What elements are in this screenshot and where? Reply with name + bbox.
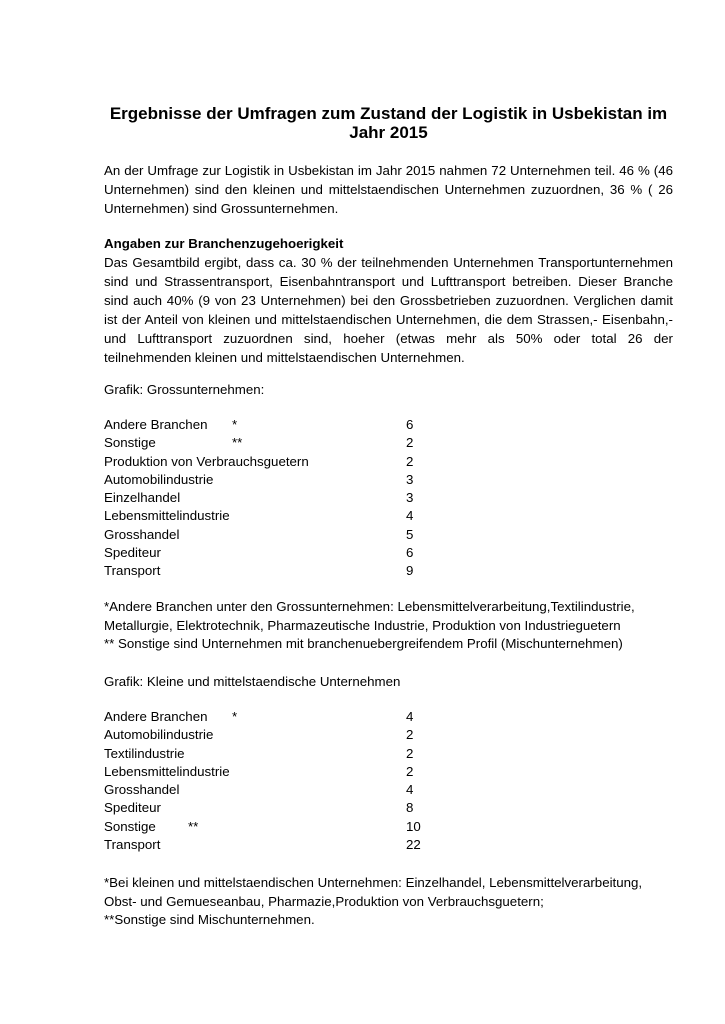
row-label: Transport — [104, 563, 161, 579]
row-value: 2 — [406, 763, 414, 779]
footnote-line: ** Sonstige sind Unternehmen mit branchenuebergreifendem Profil (Mischunternehmen) — [104, 636, 623, 651]
row-label: Spediteur — [104, 545, 161, 561]
footnote-marker: ** — [232, 435, 243, 451]
table-row — [104, 507, 424, 525]
table-row — [104, 708, 424, 726]
table-row — [104, 745, 424, 763]
row-value: 4 — [406, 508, 414, 524]
footnote-marker: * — [232, 709, 238, 724]
row-label: Produktion von Verbrauchsguetern — [104, 453, 309, 469]
large-companies-notes — [104, 598, 673, 654]
sme-companies-notes — [104, 874, 673, 930]
table-row — [104, 763, 424, 781]
large-companies-table — [104, 416, 424, 581]
footnote-line: *Bei kleinen und mittelstaendischen Unternehmen: Einzelhandel, Lebensmittelverarbeitung, — [104, 875, 643, 890]
row-label: Einzelhandel — [104, 490, 181, 506]
sme-companies-table — [104, 708, 424, 854]
row-value: 9 — [406, 563, 414, 579]
table-row — [104, 781, 424, 799]
table-row — [104, 489, 424, 507]
row-label: Grosshandel — [104, 526, 180, 542]
table-row — [104, 434, 424, 452]
row-label: Transport — [104, 837, 161, 853]
section-heading: Angaben zur Branchenzugehoerigkeit — [104, 236, 344, 251]
row-value: 2 — [406, 727, 414, 743]
row-label: Sonstige — [104, 435, 156, 451]
row-value: 3 — [406, 490, 414, 506]
row-value: 2 — [406, 453, 414, 469]
footnote-marker: * — [232, 417, 238, 432]
row-label: Lebensmittelindustrie — [104, 763, 230, 779]
row-label: Lebensmittelindustrie — [104, 508, 230, 524]
row-label: Textilindustrie — [104, 745, 185, 761]
table-row — [104, 453, 424, 471]
row-value: 5 — [406, 526, 414, 542]
row-label: Sonstige — [104, 818, 156, 834]
table-row — [104, 799, 424, 817]
row-value: 4 — [406, 782, 414, 798]
row-label: Andere Branchen — [104, 417, 208, 432]
table-row — [104, 416, 424, 434]
row-value: 3 — [406, 471, 414, 487]
table-row — [104, 818, 424, 836]
footnote-marker: ** — [188, 818, 199, 834]
row-value: 2 — [406, 435, 414, 451]
intro-paragraph: An der Umfrage zur Logistik in Usbekistan im Jahr 2015 nahmen 72 Unternehmen teil. 46 % (46 Unternehmen) sind den kleinen und mittelstaendischen Unternehmen zuzuordnen, 36 % ( 26 Unternehmen) sind Grossunternehmen. — [104, 163, 673, 216]
table-row — [104, 836, 424, 854]
row-value: 6 — [406, 417, 414, 432]
table-row — [104, 471, 424, 489]
row-label: Spediteur — [104, 800, 161, 816]
branch-paragraph: Das Gesamtbild ergibt, dass ca. 30 % der teilnehmenden Unternehmen Transportunternehmen sind und Strassentransport, Eisenbahntransport und Lufttransport betreiben. Dieser Branche sind auch 40% (9 von 23 Unternehmen) bei den Grossbetrieben zuzuordnen. Verglichen damit ist der Anteil von kleinen und mittelstaendischen Unternehmen, die dem Strassen,- Eisenbahn,- und Lufttransport zuzuordnen sind, hoeher (etwas mehr als 50% oder total 26 der teilnehmenden kleinen und mittelstaendischen Unternehmen. — [104, 255, 673, 365]
row-value: 22 — [406, 837, 421, 853]
row-label: Andere Branchen — [104, 709, 208, 724]
row-value: 10 — [406, 818, 421, 834]
table-row — [104, 526, 424, 544]
row-value: 6 — [406, 545, 414, 561]
footnote-line: **Sonstige sind Mischunternehmen. — [104, 912, 315, 927]
footnote-line: Obst- und Gemueseanbau, Pharmazie,Produktion von Verbrauchsguetern; — [104, 893, 544, 909]
table-row — [104, 544, 424, 562]
row-label: Grosshandel — [104, 782, 180, 798]
footnote-line: *Andere Branchen unter den Grossunternehmen: Lebensmittelverarbeitung,Textilindustrie, — [104, 599, 635, 614]
large-companies-label: Grafik: Grossunternehmen: — [104, 382, 265, 397]
table-row — [104, 726, 424, 744]
document-title: Ergebnisse der Umfragen zum Zustand der Logistik in Usbekistan im Jahr 2015 — [109, 104, 668, 142]
row-value: 8 — [406, 800, 414, 816]
row-label: Automobilindustrie — [104, 727, 214, 743]
footnote-line: Metallurgie, Elektrotechnik, Pharmazeutische Industrie, Produktion von Industrieguetern — [104, 617, 621, 633]
sme-companies-label: Grafik: Kleine und mittelstaendische Unternehmen — [104, 674, 401, 689]
table-row — [104, 562, 424, 580]
row-value: 2 — [406, 745, 414, 761]
row-label: Automobilindustrie — [104, 471, 214, 487]
row-value: 4 — [406, 709, 414, 724]
